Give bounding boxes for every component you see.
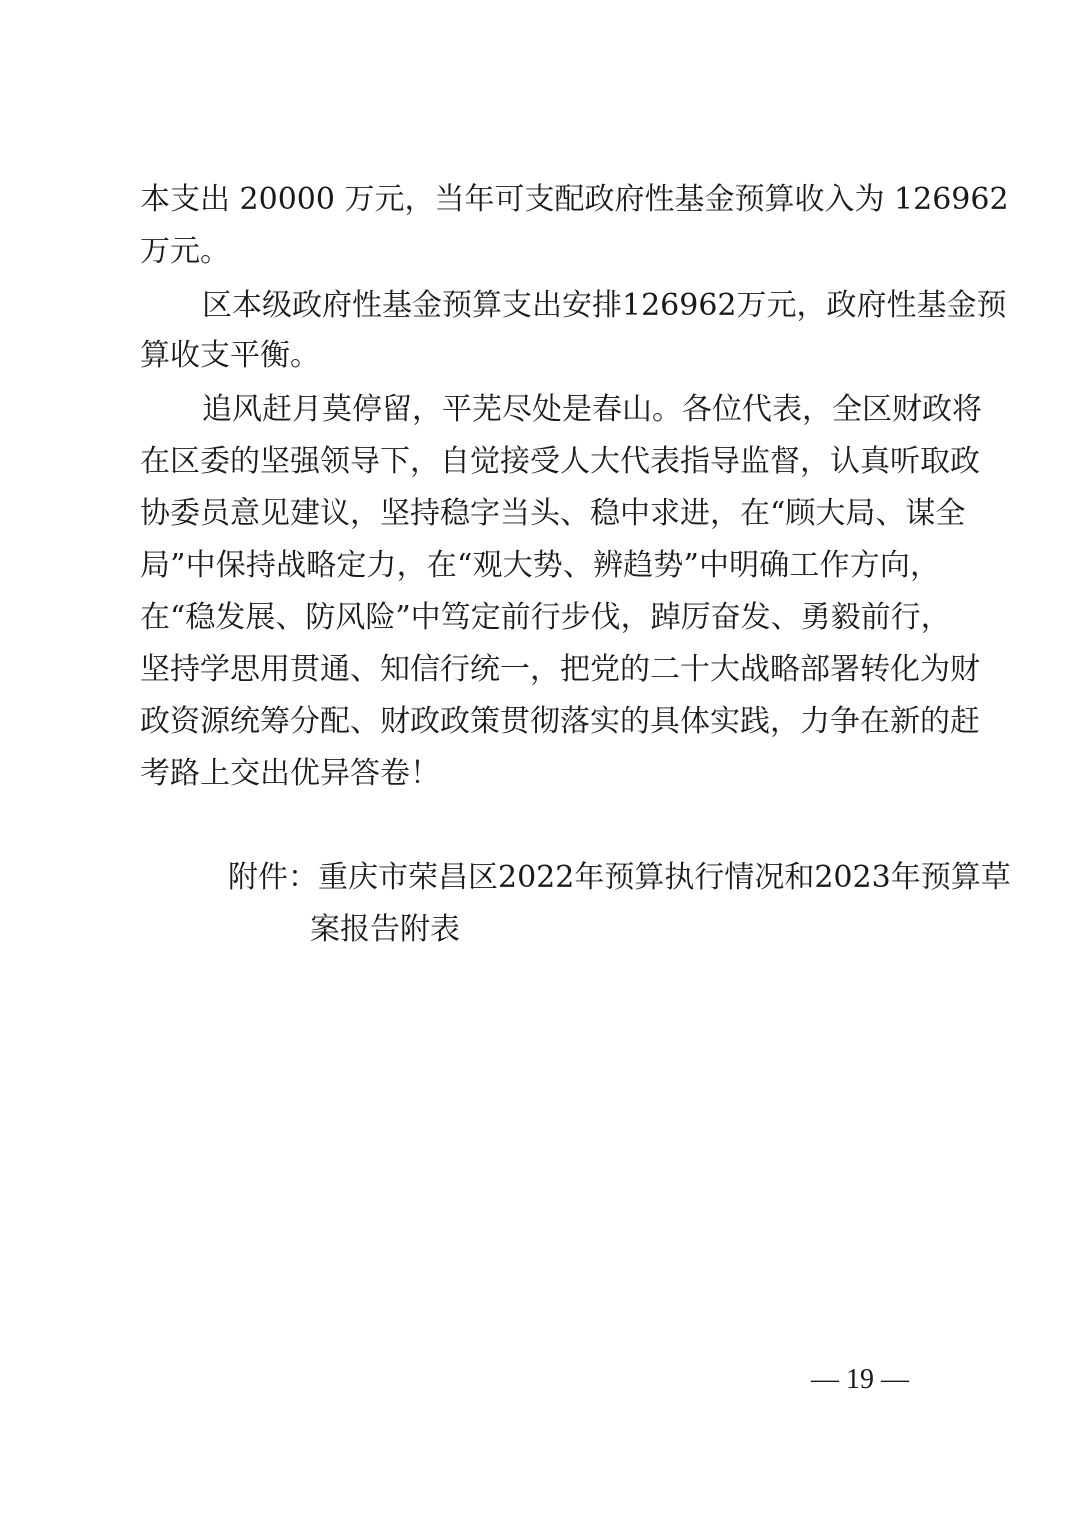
attachment-line-2: 案报告附表 (310, 912, 460, 947)
paragraph-2-line-1: 区本级政府性基金预算支出安排126962万元，政府性基金预 (202, 288, 1007, 323)
paragraph-2-line-2: 算收支平衡。 (140, 338, 320, 373)
paragraph-3-line-8: 考路上交出优异答卷！ (140, 756, 440, 791)
paragraph-3-line-1: 追风赶月莫停留，平芜尽处是春山。各位代表，全区财政将 (202, 392, 982, 427)
attachment-line-1: 附件：重庆市荣昌区2022年预算执行情况和2023年预算草 (228, 860, 1011, 895)
paragraph-3-line-4: 局”中保持战略定力，在“观大势、辨趋势”中明确工作方向， (140, 548, 940, 583)
page-number: — 19 — (811, 1364, 909, 1395)
paragraph-1-line-1: 本支出 20000 万元，当年可支配政府性基金预算收入为 126962 (140, 182, 1009, 217)
paragraph-1-line-2: 万元。 (140, 234, 230, 269)
paragraph-3-line-7: 政资源统筹分配、财政政策贯彻落实的具体实践，力争在新的赶 (140, 704, 980, 739)
paragraph-3-line-2: 在区委的坚强领导下，自觉接受人大代表指导监督，认真听取政 (140, 444, 980, 479)
paragraph-3-line-3: 协委员意见建议，坚持稳字当头、稳中求进，在“顾大局、谋全 (140, 496, 966, 531)
paragraph-3-line-6: 坚持学思用贯通、知信行统一，把党的二十大战略部署转化为财 (140, 652, 980, 687)
paragraph-3-line-5: 在“稳发展、防风险”中笃定前行步伐，踔厉奋发、勇毅前行， (140, 600, 951, 635)
